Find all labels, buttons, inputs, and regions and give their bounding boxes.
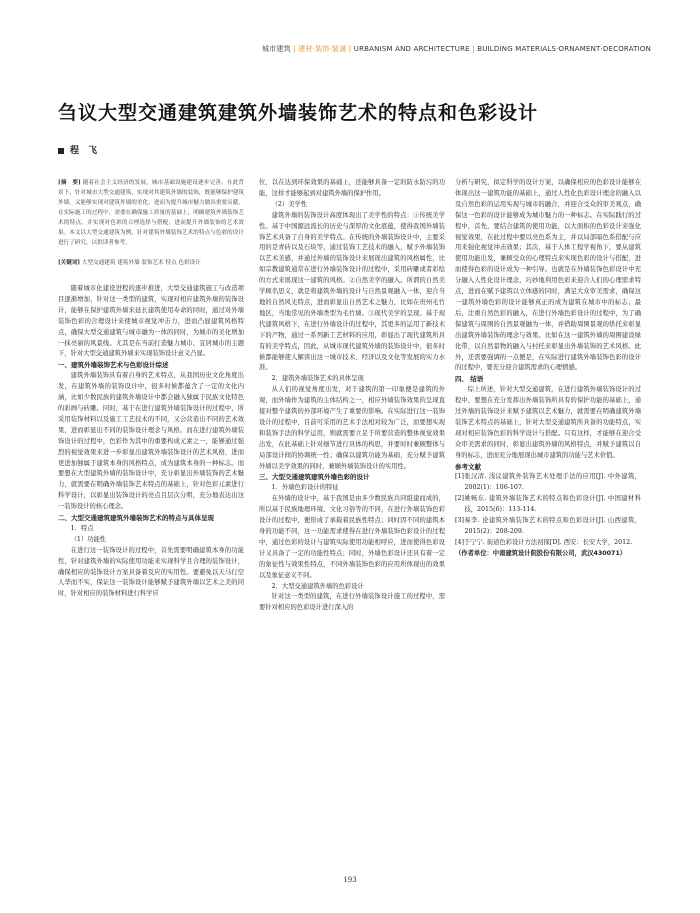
abstract-text: 随着社会主义经济的发展，城市基础设施建设逐步完善。在此背景下，针对城市大型交通建筑，实现对其建筑外墙的装饰，既能够保护建筑外墙，又能够实现对建筑外墙的美化，进而为提升城市魅力做出重要贡献。在实际施工的过程中，需要在确保施工质量的基础上，明确建筑外墙装饰艺术的特点，并实现对色彩的合理选择与搭配，进而提升外墙装饰的艺术效果。本文以大型交通建筑为例，针对建筑外墙装饰艺术的特点与色彩的设计进行了研究，以供读者参考。 <box>58 180 244 246</box>
header-separator: | <box>293 45 296 53</box>
paragraph: 位，以在达到环保效果的基础上，还能够具备一定的防水防污的功能，这样才能够起到对建筑外墙的保护作用。 <box>259 179 445 197</box>
reference-item: [1]张汉清. 浅议建筑外装饰艺术处理手法的应用[J]. 中外建筑，2002(1)：106-107. <box>455 473 641 492</box>
keywords <box>58 258 244 268</box>
author-bullet <box>58 148 64 154</box>
reference-item: [4]于宁宁. 街道色彩设计方法初探[D]. 西安：长安大学，2012. <box>455 538 633 546</box>
column-1 <box>58 178 244 600</box>
section-heading: 四、 结语 <box>455 375 484 384</box>
subsection-heading: 2．建筑外墙装饰艺术的具体呈现 <box>271 375 364 383</box>
keywords-tag: [关键词] <box>58 260 81 266</box>
running-header <box>262 43 696 55</box>
journal-name: 城市建筑 <box>262 45 291 53</box>
header-separator: | <box>472 45 475 53</box>
author-line <box>58 143 97 156</box>
keywords-text: 大型交通建筑 建筑外墙 装饰艺术 特点 色彩设计 <box>81 260 201 266</box>
subsection-heading: （1）功能性 <box>70 535 107 543</box>
paragraph: 针对这一类型的建筑，在进行外墙装饰设计施工的过程中，需要针对相应的色彩设计进行深入的 <box>259 593 445 612</box>
subsection-heading: 2．大型交通建筑外墙的色彩设计 <box>271 582 364 590</box>
references-heading: 参考文献 <box>455 462 481 471</box>
reference-item: [3]易李. 论建筑外墙装饰艺术的特点和色彩设计[J]. 山西建筑，2015(2)：208-209. <box>455 517 641 535</box>
header-separator: | <box>348 45 352 53</box>
paragraph: 分析与研究，拟定科学的设计方案，以确保相应的色彩设计能够在体现出这一建筑功能的基础上，通过人性化色彩设计理念的融入以及自然色彩的运用实现与城市的融合，并迎合受众的审美观点，确保这一色彩的设计能够成为城市魅力的一种标志。在实际践行的过程中，首先，要结合建筑的使用功能，以大面积的色彩设计来强化视觉效果，在此过程中要以亮色系为主，并以局部暗色系搭配与应用来强化视觉冲击效果；其次，基于人体工程学视角下，要从建筑使用功能出发，兼顾受众的心理特点来实现色彩的设计与搭配，进而使得色彩的设计成为一种引导。也就是在外墙装饰色彩设计中充分融入人性化设计理念，巧妙地利用色彩来迎合人们的心理需求特点，进而在赋予建筑以立体感的同时，满足大众审美需求，确保这一建筑外墙色彩的设计能够真正的成为建筑在城市中的标志；最后，注重自然色彩的融入，在进行外墙色彩设计的过程中，为了确保建筑与周围的自然景观融为一体，并借助周围景观的烘托来彰显出建筑外墙装饰的理念与效果。比如在这一建筑外墙的周围建设绿化带，以自然景物的融入与村托来彰显出外墙装饰的艺术风格。此外，还需要强调的一点便是，在实际进行建筑外墙装饰色彩的设计的过程中，要充分迎合建筑需求的心理情感。 <box>455 179 641 372</box>
column-3 <box>455 178 641 560</box>
column-2 <box>259 178 445 614</box>
section-name: 建材·装饰·装潢 <box>298 45 347 53</box>
author-name: 程 飞 <box>70 146 98 156</box>
paragraph: 综上所述，针对大型交通建筑，在进行建筑外墙装饰设计的过程中，要想在充分发挥出外墙装饰所具有的保护功能的基础上，通过外墙的装饰设计来赋予建筑以艺术魅力，就需要在明确建筑外墙装饰艺术特点的基础上，针对大型交通建筑所具备的功能特点，实现对相应装饰色彩的科学设计与搭配。只有这样，才能够在迎合受众审美需求的同时，彰显出建筑外墙的风格特点，并赋予建筑以自身的标志，进而充分地展现出城市建筑的功能与艺术价值。 <box>455 386 641 459</box>
paragraph: 在外墙的设计中，基于我国是由多少数民族共同组建而成的，所以基于民族地理环境、文化习俗等的不同，在进行外墙装饰色彩设计的过程中，便形成了承载着民族性特点；同时因不同的建筑本身的功能不同，这一功能需求使得在进行外墙装饰色彩设计的过程中，通过色彩的设计与建筑实际使用功能相呼应，进而使得色彩设计又具备了一定的功能性特点；同时，外墙色彩设计还具有着一定的象征性与效果性特点，不同外墙装饰色彩的应用所体现出的效果以及象征意义不同。 <box>259 495 445 579</box>
journal-english-name: URBANISM AND ARCHITECTURE <box>353 45 470 53</box>
section-english-name: BUILDING MATERIALS·ORNAMENT·DECORATION <box>477 45 652 53</box>
page-number: 193 <box>343 876 357 884</box>
section-heading: 二、大型交通建筑建筑外墙装饰艺术的特点与具体呈现 <box>58 514 214 523</box>
author-affiliation: （作者单位：中南建筑设计院股份有限公司，武汉430071） <box>455 549 627 557</box>
paragraph: 随着城市化建设进程的逐步推进，大型交通建筑施工与改造项目逐渐增加，针对这一类型的建筑，实现对相应建筑外墙的装饰设计，能够在保护建筑外墙来延长建筑使用寿命的同时，通过对外墙装饰色彩的合理设计来使城市视觉冲击力，进而凸显建筑风格特点，确保大型交通建筑与城市融为一体的同时，为城市的美化增加一抹亮丽的风景线。尤其是在当前打造魅力城市、宜居城市的主题下，针对大型交通建筑外墙来实现装饰设计意义凸显。 <box>58 285 244 358</box>
abstract <box>58 178 244 248</box>
article-title: 刍议大型交通建筑建筑外墙装饰艺术的特点和色彩设计 <box>58 102 539 124</box>
paragraph: 建筑外墙的装饰设计高度体现出了美学性的特点：①传统美学性。基于中国源远流长的历史与深厚的文化底蕴，使得我国外墙装饰艺术具备了自身的美学特点。在传统的外墙装饰设计中，主要采用的是青砖以及石块等，通过装饰工艺技术的融入，赋予外墙装饰以艺术美感，并通过外墙的装饰设计来展现出建筑的风格属性，比如宗教建筑通常在进行外墙装饰设计的过程中，采用砖雕或者彩绘的方式来展现这一建筑的风格。②自然美学的融入。所谓的自然美学顾名思义，就是将建筑外墙的设计与自然景观融入一体，迎合当地的自然风光特点，进而彰显出自然艺术之魅力，比如在贵州毛竹地区，当地常见的外墙类型为毛竹墙。③现代美学的呈现。基于现代建筑风格下，在进行外墙设计的过程中，其更多的运用了新技术下的产物，通过一系列新工艺材料的应用，彰显出了现代建筑所具有的美学特点，因此，从城市现代建筑外墙的装饰设计中，很多时候都能够使人解读出这一城市技术、经济以及文化等发展的实力水准。 <box>259 211 445 372</box>
section-heading: 三、大型交通建筑建筑外墙色彩的设计 <box>259 473 370 482</box>
paragraph: 在进行这一装饰设计的过程中，首先需要明确建筑本身的功能性，针对建筑外墙的实际使用功能来实现科学且合理的装饰设计，确保相应的装饰设计方案具备着及应的实用性。要避免以天马行空人华而不实，保证这一装饰设计能够赋予建筑外墙以艺术之美的同时，针对相应的装饰材料进行科学应 <box>58 546 244 598</box>
reference-item: [2]姚畅东. 建筑外墙装饰艺术的特点和色彩设计[J]. 中国建材科技，2015(6)：113-114. <box>455 495 641 514</box>
abstract-tag: [摘 要] <box>58 180 81 186</box>
paragraph: 从人们的视觉角度出发，对于建筑的第一印象便是建筑的外观，而外墙作为建筑的主体结构之一，相应外墙装饰效果的呈现直接对整个建筑的外部环境产生了重要的影响。在实际进行这一装饰设计的过程中，目前可采用的艺术手法相对较为广泛，而要想实现和装饰手法的科学运用，则就需要立足于所要营造的整体视觉效果出发，在此基础上针对细节进行具体的构思，并要时时兼顾整体与局部设计间的协调统一性；确保以建筑功能为基础，充分赋予建筑外墙以美学效果的同时，兼顾外墙装饰设计的实用性。 <box>259 386 445 470</box>
paragraph: 建筑外墙装饰具有着自身的艺术特点，从我国历史文化角度出发，在建筑外墙的装饰设计中，很多时候都蕴含了一定的文化内涵，比如少数民族的建筑外墙设计中都会融入独属于民族文化特色的彩画与砖雕。同时，基于在进行建筑外墙装饰设计的过程中，所采用装饰材料以及施工工艺技术的不同，又会营造出不同的艺术效果，进而彰显出不同的装饰设计理念与风格。而在进行建筑外墙装饰设计的过程中，色彩作为其中的重要构成元素之一，能够通过强烈的视觉效果来进一步彰显出建筑外墙装饰设计的艺术风格，进而更进加独属于建筑本身的风格特点，成为建筑本身的一种标志。而要想在大型建筑外墙的装饰设计中，充分彰显出外墙装饰的艺术魅力，就需要在明确外墙装饰艺术特点的基础上，针对色彩元素进行科学设计，以彰显出装饰设计的亮点且层次分明，充分地表达出这一装饰设计的核心理念。 <box>58 372 244 511</box>
subsection-heading: （2）美学性 <box>271 200 308 208</box>
subsection-heading: 1．特点 <box>70 524 94 532</box>
subsection-heading: 1．外墙色彩设计的特征 <box>271 484 339 492</box>
section-heading: 一、建筑外墙装饰艺术与色彩设计综述 <box>58 361 169 370</box>
